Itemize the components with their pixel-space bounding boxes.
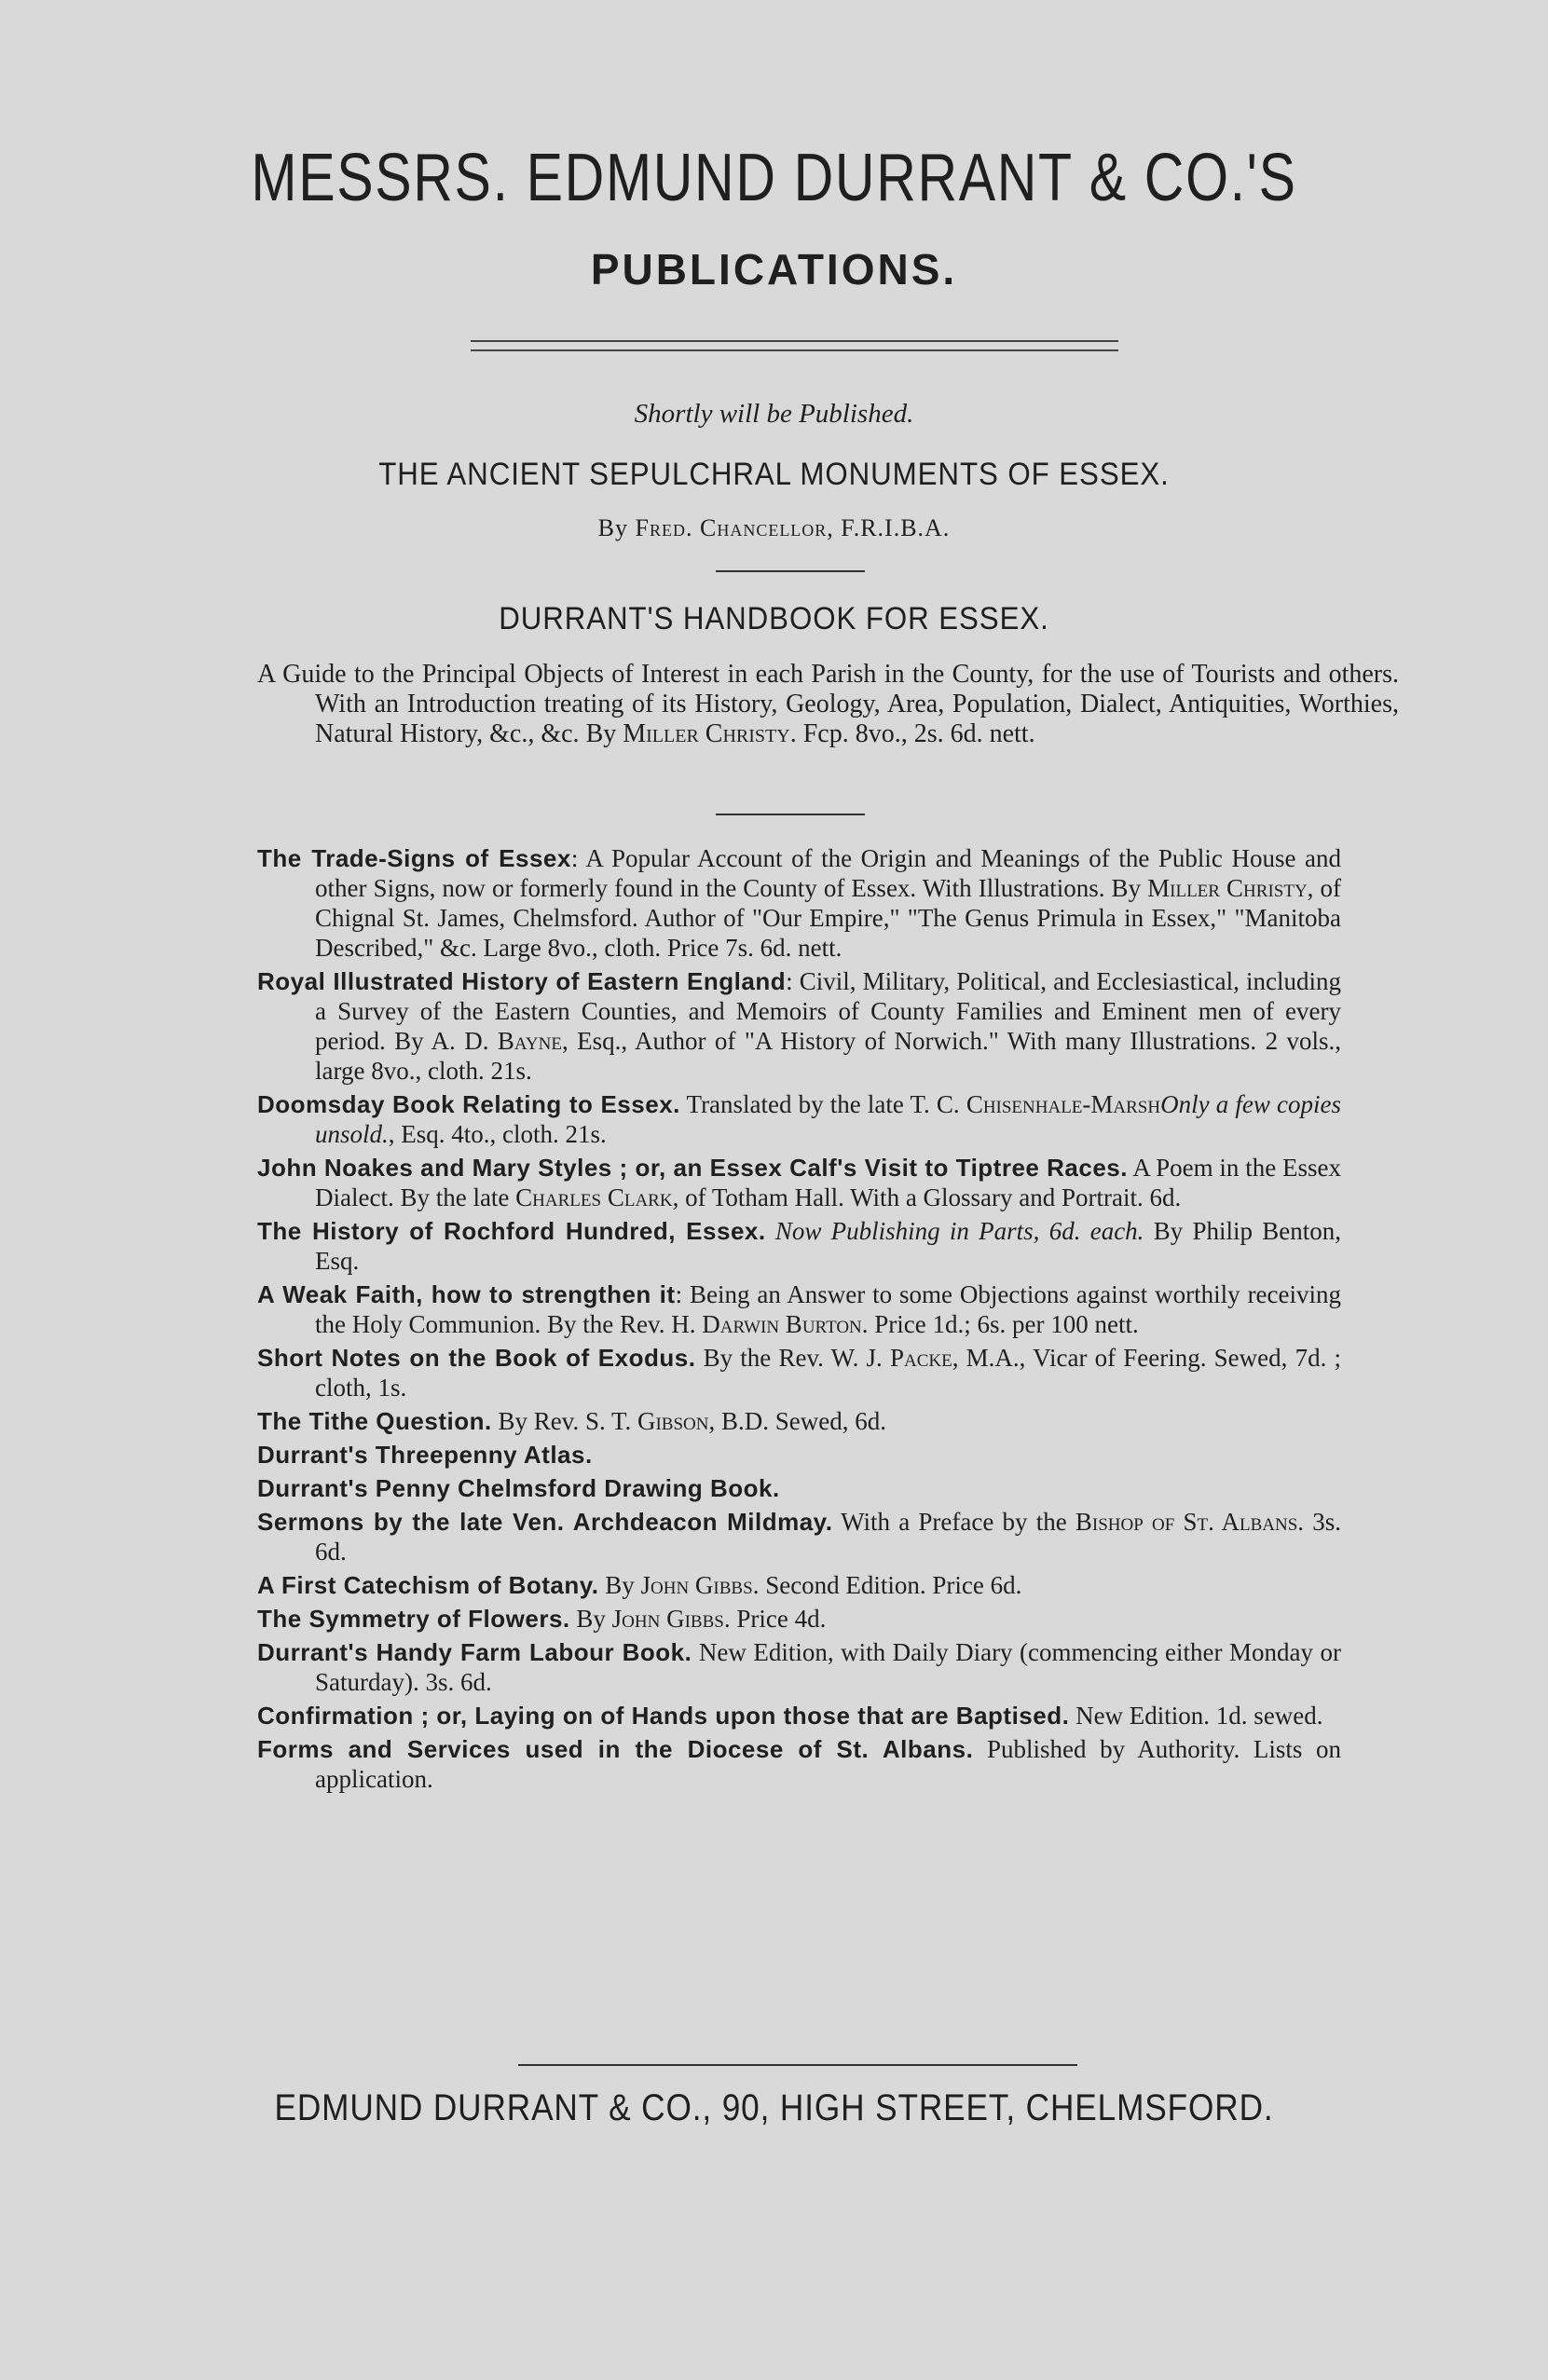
publication-text: : A Popular Account of the Origin and Meanings of the Public House and other Signs, now or formerly found in the County of Essex. With Illustrations. By	[315, 844, 1341, 902]
handbook-title-wrap	[0, 601, 1548, 637]
publication-entry	[257, 1604, 1341, 1634]
publication-entry	[257, 1701, 1341, 1730]
publication-title: The Tithe Question.	[257, 1407, 492, 1435]
publication-title: A Weak Faith, how to strengthen it	[257, 1280, 676, 1308]
publication-text: By	[598, 1571, 641, 1599]
publication-text: Translated by the late T. C.	[679, 1090, 966, 1118]
publication-title: The Trade-Signs of Essex	[257, 844, 571, 872]
publication-author: Bishop of St. Albans	[1075, 1508, 1298, 1536]
publication-text: . 3s. 6d.	[315, 1508, 1341, 1566]
publication-entry	[257, 843, 1341, 963]
publication-entry	[257, 1406, 1341, 1436]
publication-title: Sermons by the late Ven. Archdeacon Mildmay.	[257, 1508, 833, 1536]
publication-author: John Gibbs	[640, 1571, 753, 1599]
publication-entry	[257, 1440, 1341, 1470]
publication-text: . Second Edition. Price 6d.	[752, 1571, 1022, 1599]
publication-text: With a Preface by the	[832, 1508, 1075, 1536]
publication-text: , of Chignal St. James, Chelmsford. Author of "Our Empire," "The Genus Primula in Essex," "Manitoba Described," &c. Large 8vo., cloth. Price 7s. 6d. nett.	[315, 874, 1341, 962]
divider	[716, 814, 865, 815]
publication-text: : Being an Answer to some Objections against worthily receiving the Holy Communion. By the Rev. H.	[315, 1280, 1342, 1338]
publication-entry	[257, 1279, 1341, 1339]
publication-text: New Edition. 1d. sewed.	[1069, 1702, 1323, 1730]
handbook-title: DURRANT'S HANDBOOK FOR ESSEX.	[499, 601, 1049, 636]
publication-text: A Poem in the Essex Dialect. By the late	[315, 1154, 1342, 1211]
publications-list	[257, 843, 1341, 1798]
publication-title: Durrant's Handy Farm Labour Book.	[257, 1638, 692, 1666]
publication-author: Charles Clark	[515, 1183, 673, 1211]
publication-title: Durrant's Penny Chelmsford Drawing Book.	[257, 1474, 780, 1502]
publication-author: Gibson	[637, 1407, 709, 1435]
forthcoming-author: By Fred. Chancellor, F.R.I.B.A.	[597, 514, 951, 541]
footer-divider	[518, 2064, 1077, 2066]
publication-text: By Rev. S. T.	[491, 1407, 637, 1435]
publication-title: Durrant's Threepenny Atlas.	[257, 1441, 593, 1469]
publication-text: , Esq. 4to., cloth. 21s.	[388, 1120, 607, 1148]
publication-title: Royal Illustrated History of Eastern England	[257, 967, 787, 995]
publication-author: Bayne	[497, 1027, 562, 1055]
publication-title: A First Catechism of Botany.	[257, 1571, 599, 1599]
publication-entry	[257, 1216, 1341, 1276]
publication-text: , of Totham Hall. With a Glossary and Portrait. 6d.	[672, 1183, 1182, 1211]
publication-entry	[257, 1570, 1341, 1600]
publication-entry	[257, 1734, 1341, 1794]
page-subtitle: PUBLICATIONS.	[590, 245, 958, 294]
publication-text: , M.A., Vicar of Feering. Sewed, 7d. ; cloth, 1s.	[315, 1344, 1341, 1402]
publication-entry	[257, 1153, 1341, 1212]
publication-author: Darwin Burton	[702, 1310, 862, 1338]
publication-title: Confirmation ; or, Laying on of Hands upon those that are Baptised.	[257, 1702, 1070, 1730]
publication-note: Only a few copies unsold.	[315, 1090, 1341, 1148]
publication-title: The Symmetry of Flowers.	[257, 1605, 570, 1633]
publication-text: By Philip Benton, Esq.	[315, 1217, 1342, 1275]
divider	[716, 570, 865, 572]
publication-entry	[257, 966, 1341, 1086]
publication-text: . Price 1d.; 6s. per 100 nett.	[861, 1310, 1139, 1338]
publication-entry	[257, 1507, 1341, 1566]
publication-author: Chisenhale-Marsh	[966, 1090, 1161, 1118]
publication-title: Forms and Services used in the Diocese of St. Albans.	[257, 1735, 974, 1763]
publication-author: Packe	[889, 1344, 952, 1372]
publication-author: John Gibbs	[611, 1605, 724, 1633]
publication-title: Short Notes on the Book of Exodus.	[257, 1344, 696, 1372]
publication-entry	[257, 1343, 1341, 1402]
publisher-address: EDMUND DURRANT & CO., 90, HIGH STREET, CHELMSFORD.	[274, 2087, 1274, 2128]
double-divider	[471, 340, 1118, 351]
publication-entry	[257, 1637, 1341, 1697]
publication-text: By	[569, 1605, 612, 1633]
publication-entry	[257, 1089, 1341, 1149]
publication-title: John Noakes and Mary Styles ; or, an Essex Calf's Visit to Tiptree Races.	[257, 1154, 1128, 1182]
handbook-description: A Guide to the Principal Objects of Interest in each Parish in the County, for the use of Tourists and others. With an Introduction treating of its History, Geology, Area, Population, Dialect, Antiquities, Worthies, Natural History, &c., &c. By Miller Christy. Fcp. 8vo., 2s. 6d. nett.	[257, 660, 1399, 748]
publication-note: Now Publishing in Parts, 6d. each.	[774, 1217, 1144, 1245]
publication-text: , B.D. Sewed, 6d.	[708, 1407, 886, 1435]
forthcoming-title-wrap	[0, 457, 1548, 493]
publication-text: Published by Authority. Lists on application.	[315, 1735, 1341, 1793]
publication-entry	[257, 1473, 1341, 1503]
publication-text: : Civil, Military, Political, and Ecclesiastical, including a Survey of the Eastern Counties, and Memoirs of County Families and Eminent men of every period. By A. D.	[315, 967, 1341, 1055]
publication-title: Doomsday Book Relating to Essex.	[257, 1090, 680, 1118]
publication-author: Miller Christy	[1147, 874, 1308, 902]
forthcoming-notice: Shortly will be Published.	[634, 399, 914, 429]
publication-text: , Esq., Author of "A History of Norwich." With many Illustrations. 2 vols., large 8vo., cloth. 21s.	[315, 1027, 1341, 1085]
publication-text: By the Rev. W. J.	[695, 1344, 890, 1372]
publication-text	[766, 1217, 775, 1245]
publication-title: The History of Rochford Hundred, Essex.	[257, 1217, 766, 1245]
page-title: MESSRS. EDMUND DURRANT & CO.'S	[251, 141, 1297, 215]
forthcoming-title: THE ANCIENT SEPULCHRAL MONUMENTS OF ESSEX.	[378, 457, 1170, 492]
publication-text: . Price 4d.	[723, 1605, 827, 1633]
publication-text: New Edition, with Daily Diary (commencing either Monday or Saturday). 3s. 6d.	[315, 1638, 1341, 1696]
